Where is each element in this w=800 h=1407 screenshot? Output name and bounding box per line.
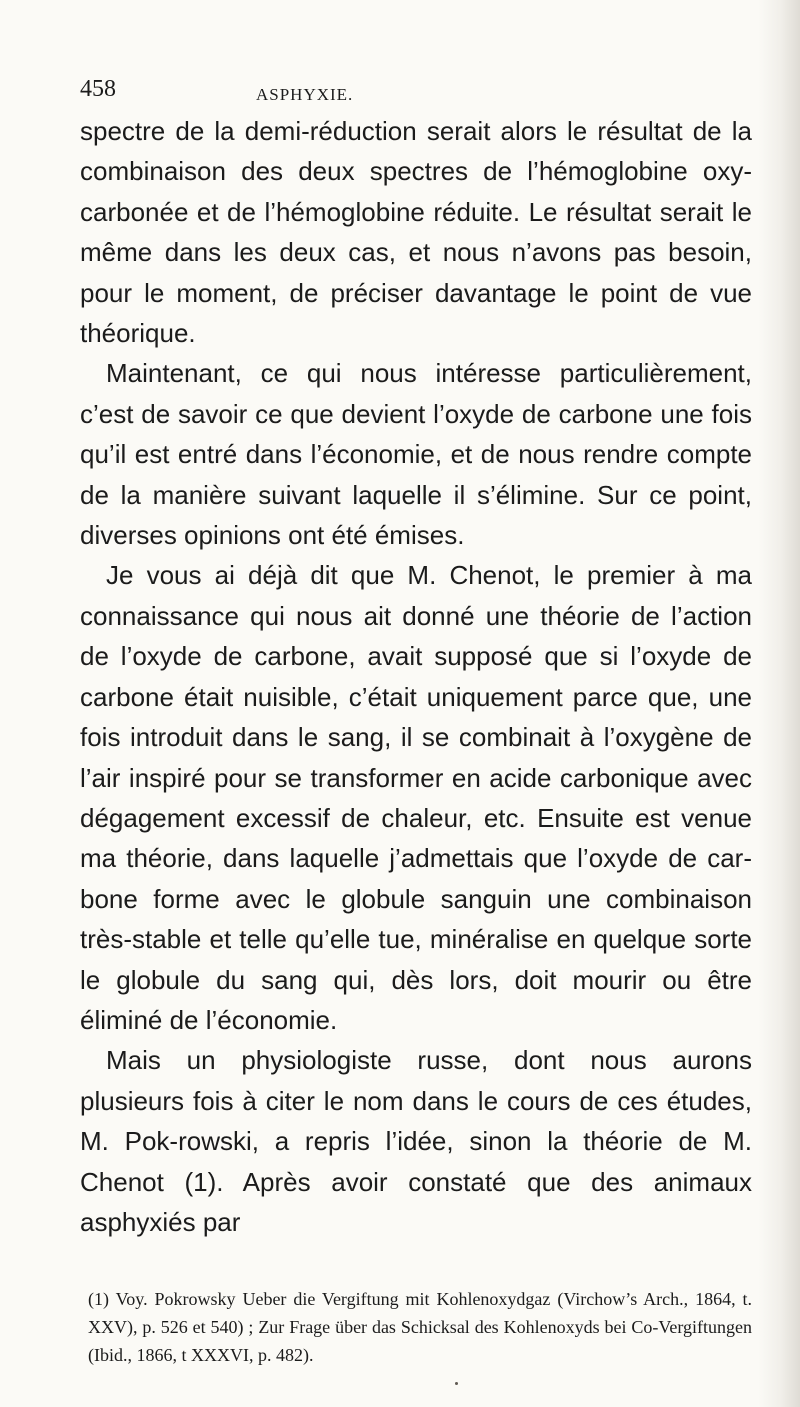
paragraph-1: spectre de la demi-réduction serait alors le résultat de la combinaison des deux spectres de l’hémoglobine oxy-carbonée et de l’hémoglobine réduite. Le résultat serait le même dans les deux cas, et nous n’avons pas besoin, pour le moment, de préciser davantage le point de vue théorique. — [80, 116, 752, 349]
paragraph-4: Mais un physiologiste russe, dont nous aurons plusieurs fois à citer le nom dans le cours de ces études, M. Pok-rowski, a repris l’idée, sinon la théorie de M. Chenot (1). Après avoir constaté que des animaux asphyxiés par — [80, 1045, 752, 1237]
page-number: 458 — [80, 76, 116, 102]
footnote: (1) Voy. Pokrowsky Ueber die Vergiftung mit Kohlenoxydgaz (Virchow’s Arch., 1864, t. XXV), p. 526 et 540) ; Zur Frage über das Schicksal des Kohlenoxyds bei Co-Vergiftungen (Ibid., 1866, t XXXVI, p. 482). — [88, 1289, 752, 1365]
paragraph-3: Je vous ai déjà dit que M. Chenot, le premier à ma connaissance qui nous ait donné une théorie de l’action de l’oxyde de carbone, avait supposé que si l’oxyde de carbone était nuisible, c’était uniquement parce que, une fois introduit dans le sang, il se combinait à l’oxygène de l’air inspiré pour se transformer en acide carbonique avec dégagement excessif de chaleur, etc. Ensuite est venue ma théorie, dans laquelle j’admettais que l’oxyde de car-bone forme avec le globule sanguin une combinaison très-stable et telle qu’elle tue, minéralise en quelque sorte le globule du sang qui, dès lors, doit mourir ou être éliminé de l’économie. — [80, 560, 752, 1035]
page-header — [80, 76, 740, 112]
page-edge-shadow — [758, 0, 800, 1407]
running-title: ASPHYXIE. — [256, 85, 354, 104]
print-speck — [455, 1382, 458, 1385]
paragraph-2: Maintenant, ce qui nous intéresse particulièrement, c’est de savoir ce que devient l’oxyde de carbone une fois qu’il est entré dans l’économie, et de nous rendre compte de la manière suivant laquelle il s’élimine. Sur ce point, diverses opinions ont été émises. — [80, 358, 752, 551]
body-text — [80, 111, 752, 1242]
